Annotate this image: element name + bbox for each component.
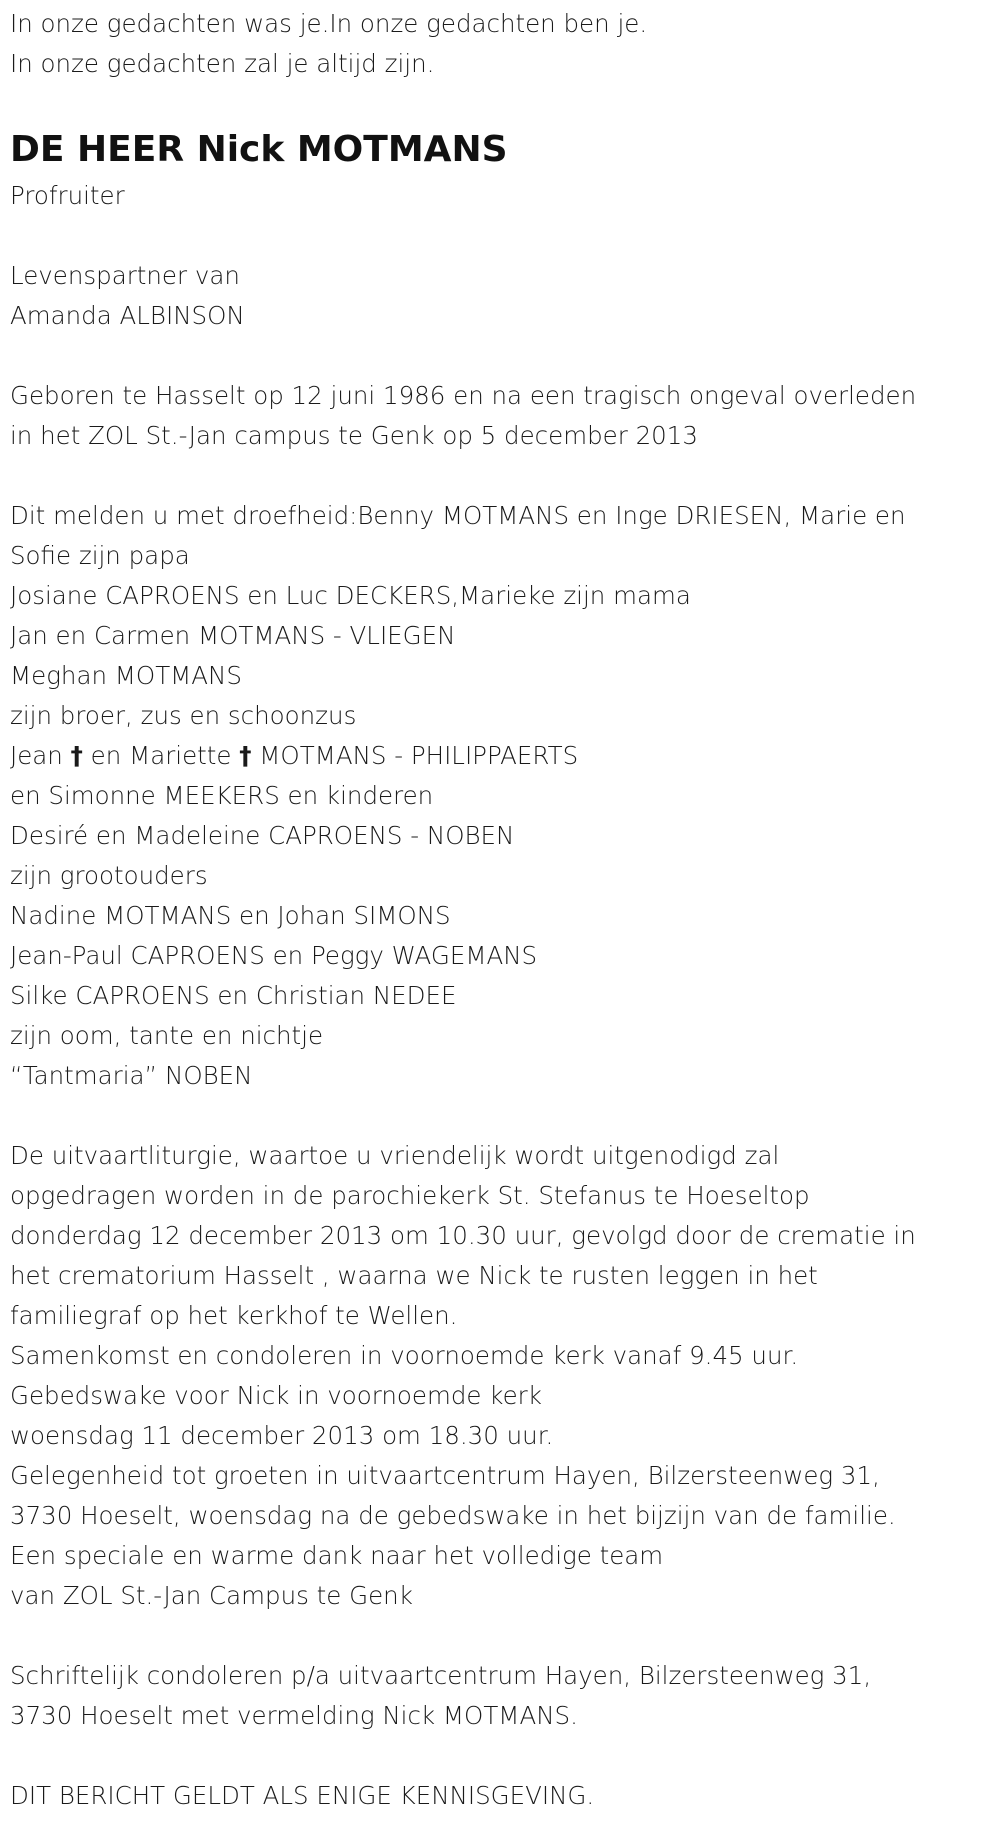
funeral-line: 3730 Hoeselt, woensdag na de gebedswake in het bijzijn van de familie. [10, 1501, 896, 1530]
partner-label: Levenspartner van [10, 261, 240, 290]
condolence-line-2: 3730 Hoeselt met vermelding Nick MOTMANS. [10, 1701, 578, 1730]
family-line: zijn oom, tante en nichtje [10, 1021, 324, 1050]
intro-line-1: In onze gedachten was je.In onze gedachten ben je. [10, 9, 648, 38]
intro-line-2: In onze gedachten zal je altijd zijn. [10, 49, 435, 78]
spacer [10, 84, 995, 124]
family-line: Josiane CAPROENS en Luc DECKERS,Marieke zijn mama [10, 581, 691, 610]
closing-statement: DIT BERICHT GELDT ALS ENIGE KENNISGEVING. [10, 1781, 595, 1810]
funeral-line: van ZOL St.-Jan Campus te Genk [10, 1581, 413, 1610]
spacer [10, 1736, 995, 1776]
funeral-line: Samenkomst en condoleren in voornoemde kerk vanaf 9.45 uur. [10, 1341, 799, 1370]
family-line: “Tantmaria” NOBEN [10, 1061, 253, 1090]
birth-death-line-2: in het ZOL St.-Jan campus te Genk op 5 december 2013 [10, 421, 698, 450]
funeral-line: Gelegenheid tot groeten in uitvaartcentrum Hayen, Bilzersteenweg 31, [10, 1461, 880, 1490]
funeral-line: donderdag 12 december 2013 om 10.30 uur, gevolgd door de crematie in [10, 1221, 916, 1250]
family-line: Dit melden u met droefheid:Benny MOTMANS en Inge DRIESEN, Marie en [10, 501, 906, 530]
spacer [10, 216, 995, 256]
deceased-name: DE HEER Nick MOTMANS [10, 129, 508, 170]
grandparents-line [10, 736, 995, 776]
partner-name: Amanda ALBINSON [10, 301, 245, 330]
funeral-line: De uitvaartliturgie, waartoe u vriendelijk wordt uitgenodigd zal [10, 1141, 780, 1170]
spacer [10, 1096, 995, 1136]
family-line: Desiré en Madeleine CAPROENS - NOBEN [10, 821, 515, 850]
funeral-line: woensdag 11 december 2013 om 18.30 uur. [10, 1421, 554, 1450]
grandparents-text: MOTMANS - PHILIPPAERTS [251, 741, 579, 770]
spacer [10, 456, 995, 496]
family-line: Jan en Carmen MOTMANS - VLIEGEN [10, 621, 456, 650]
condolence-line-1: Schriftelijk condoleren p/a uitvaartcentrum Hayen, Bilzersteenweg 31, [10, 1661, 872, 1690]
grandparents-text: en Mariette [82, 741, 240, 770]
family-line: Sofie zijn papa [10, 541, 190, 570]
family-line: zijn broer, zus en schoonzus [10, 701, 357, 730]
cross-icon: † [70, 741, 83, 770]
spacer [10, 336, 995, 376]
funeral-line: Een speciale en warme dank naar het volledige team [10, 1541, 664, 1570]
deceased-profession: Profruiter [10, 181, 125, 210]
family-line: Nadine MOTMANS en Johan SIMONS [10, 901, 451, 930]
grandparents-text: Jean [10, 741, 71, 770]
cross-icon: † [239, 741, 252, 770]
birth-death-line-1: Geboren te Hasselt op 12 juni 1986 en na een tragisch ongeval overleden [10, 381, 917, 410]
family-line: zijn grootouders [10, 861, 208, 890]
funeral-line: opgedragen worden in de parochiekerk St. Stefanus te Hoeseltop [10, 1181, 810, 1210]
family-line: en Simonne MEEKERS en kinderen [10, 781, 434, 810]
death-notice [10, 4, 995, 1816]
funeral-line: familiegraf op het kerkhof te Wellen. [10, 1301, 458, 1330]
family-line: Silke CAPROENS en Christian NEDEE [10, 981, 457, 1010]
funeral-line: het crematorium Hasselt , waarna we Nick te rusten leggen in het [10, 1261, 818, 1290]
family-line: Meghan MOTMANS [10, 661, 242, 690]
family-line: Jean-Paul CAPROENS en Peggy WAGEMANS [10, 941, 538, 970]
funeral-line: Gebedswake voor Nick in voornoemde kerk [10, 1381, 542, 1410]
spacer [10, 1616, 995, 1656]
